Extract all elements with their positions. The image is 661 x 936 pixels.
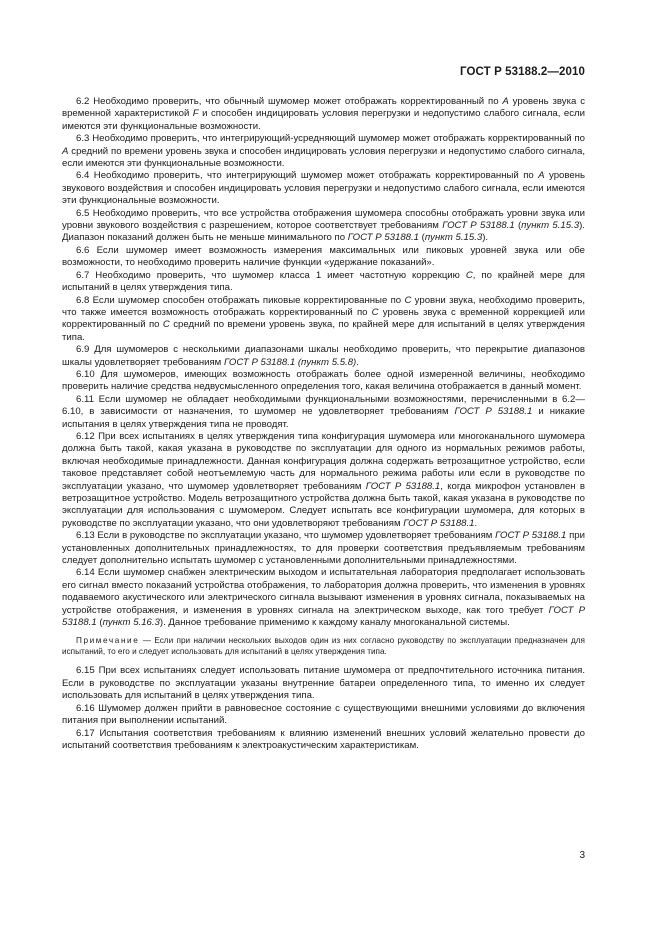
text-run: (: [514, 220, 522, 232]
clause-6-11: [62, 394, 585, 431]
text-run: 6.11 Если шумомер не обладает необходимыми функциональными возможностями, перечисленными в 6.2—6.10, в зависимости от назначения, то шумомер не удовлетворяет требованиям: [62, 393, 585, 418]
clause-6-12: [62, 431, 585, 530]
text-run: уровень звукового воздействия и способен индицировать условия перегрузки и недопустимо слабого сигнала, если имеются эти функциональные возможности.: [62, 170, 585, 207]
italic-reference: ГОСТ Р 53188.1: [403, 517, 475, 529]
italic-reference: А: [62, 145, 69, 157]
clause-6-13: [62, 530, 585, 567]
paragraph-list-after-note: [62, 665, 585, 752]
text-run: (: [419, 232, 425, 244]
text-run: ). Диапазон показаний должен быть не меньше минимального по: [62, 220, 585, 244]
italic-reference: ГОСТ Р 53188.1: [62, 604, 585, 629]
clause-6-10: [62, 369, 585, 394]
page-number: 3: [579, 850, 585, 861]
text-run: 6.7 Необходимо проверить, что шумомер класса 1 имеет частотную коррекцию: [76, 269, 466, 281]
clause-6-6: [62, 245, 585, 270]
text-run: 6.9 Для шумомеров с несколькими диапазонами шкалы необходимо проверить, что перекрытие диапазонов шкалы удовлетворяет требованиям: [62, 344, 585, 368]
note-label: Примечание: [76, 636, 140, 646]
text-run: средний по времени уровень звука, по крайней мере для испытаний в целях утверждения типа.: [62, 319, 586, 343]
text-run: уровень звука с временной коррекцией или корректированный по: [62, 306, 586, 331]
text-run: 6.14 Если шумомер снабжен электрическим выходом и испытательная лаборатория предполагает использовать его сигнал вместо показаний устройства отображения, то лаборатория должна проверить, что изменения в уровнях подаваемого акустического или электрического сигнала вызывают изменения в уровнях сигнала, показываемых на устройстве отображения, и изменения в уровнях сигнала на электрическом выходе, как того требует: [62, 567, 585, 616]
italic-reference: F: [192, 108, 199, 120]
text-run: уровни звука, необходимо проверить, что также имеется возможность отображать корректированный по: [62, 294, 585, 318]
italic-reference: С: [465, 269, 473, 281]
clause-6-7: [62, 270, 585, 295]
clause-6-17: [62, 728, 585, 753]
clause-6-14: [62, 567, 585, 629]
text-run: 6.16 Шумомер должен прийти в равновесное состояние с существующими внешними условиями до включения питания при выполнении испытаний.: [62, 702, 585, 727]
text-run: 6.8 Если шумомер способен отображать пиковые корректированные по: [76, 294, 405, 306]
text-run: 6.2 Необходимо проверить, что обычный шумомер может отображать корректированный по: [76, 96, 503, 107]
clause-6-16: [62, 703, 585, 728]
text-run: .: [474, 517, 478, 529]
italic-reference: ГОСТ Р 53188.1: [442, 220, 515, 232]
clause-6-9: [62, 344, 585, 369]
text-run: ). Данное требование применимо к каждому каналу многоканальной системы.: [159, 617, 510, 629]
italic-reference: А: [538, 170, 545, 182]
clause-6-4: [62, 170, 585, 207]
text-run: , когда микрофон установлен в ветрозащитное устройство. Модель ветрозащитного устройства должна быть такой, какая указана в руководстве по эксплуатации для использования с шумомером. Следует испытать все конфигурации шумомера, для которых в руководстве по эксплуатации указано, что они удовлетворяют требованиям: [62, 480, 585, 529]
italic-reference: ГОСТ Р 53188.1: [347, 232, 420, 244]
clause-6-3: [62, 133, 585, 170]
document-body: [62, 96, 585, 752]
clause-6-5: [62, 208, 585, 245]
text-run: 6.6 Если шумомер имеет возможность измерения максимальных или пиковых уровней звука или обе возможности, то необходимо проверить наличие функции «удержание показаний».: [62, 244, 585, 269]
clause-6-2: [62, 96, 585, 133]
text-run: при установленных дополнительных принадлежностях, то для проверки соответствия предъявляемым требованиям следует дополнительно испытать шумомер с установленными дополнительными принадлежностями.: [62, 530, 585, 567]
text-run: уровень звука с временной характеристикой: [62, 96, 585, 120]
italic-reference: С: [371, 306, 379, 318]
italic-reference: ГОСТ Р 53188.1: [495, 530, 567, 542]
text-run: 6.10 Для шумомеров, имеющих возможность отображать более одной измеренной величины, необходимо проверить наличие средства недвусмысленного определения того, какая величина отображается в данный момент.: [62, 368, 585, 393]
text-run: 6.13 Если в руководстве по эксплуатации указано, что шумомер удовлетворяет требованиям: [76, 530, 496, 542]
text-run: средний по времени уровень звука и способен индицировать условия перегрузки и недопустимо слабого сигнала, если имеются эти функциональные возможности.: [62, 145, 585, 170]
text-run: , по крайней мере для испытаний в целях утверждения типа.: [62, 269, 585, 294]
document-code: ГОСТ Р 53188.2—2010: [460, 66, 585, 78]
clause-6-15: [62, 665, 585, 702]
text-run: 6.3 Необходимо проверить, что интегрирующий-усредняющий шумомер может отображать корректированный по: [76, 133, 585, 145]
italic-reference: пункт 5.16.3: [102, 617, 160, 629]
italic-reference: пункт 5.15.3: [521, 220, 580, 232]
text-run: 6.12 При всех испытаниях в целях утверждения типа конфигурация шумомера или многоканального шумомера должна быть такой, какая указана в руководстве по эксплуатации для одного из нормальных режимов работы, включая необходимые принадлежности. Данная конфигурация должна содержать ветрозащитное устройство, если таковое представляет собой неотъемлемую часть для нормального режима работы или если в руководстве по эксплуатации указано, что шумомер удовлетворяет требованиям: [62, 430, 585, 492]
italic-reference: ГОСТ Р 53188.1 (пункт 5.5.8): [223, 356, 357, 368]
text-run: .: [356, 356, 359, 368]
text-run: и никакие испытания в целях утверждения типа не проводят.: [62, 406, 585, 430]
paragraph-list: [62, 96, 585, 629]
text-run: (: [96, 617, 103, 629]
text-run: 6.4 Необходимо проверить, что интегрирующий шумомер может отображать корректированный по: [76, 170, 539, 182]
note-text: — Если при наличии нескольких выходов один из них согласно руководству по эксплуатации предназначен для испытаний, то его и следует использовать для испытаний в целях утверждения типа.: [62, 636, 585, 657]
italic-reference: ГОСТ Р 53188.1: [454, 406, 533, 418]
italic-reference: А: [502, 96, 509, 107]
italic-reference: С: [162, 319, 170, 331]
text-run: 6.17 Испытания соответствия требованиям к влиянию изменений внешних условий желательно провести до испытаний соответствия требованиям к электроакустическим характеристикам.: [62, 727, 585, 751]
text-run: 6.5 Необходимо проверить, что все устройства отображения шумомера способны отображать уровни звука или уровни звукового воздействия с разрешением, которое соответствует требованиям: [62, 207, 585, 232]
text-run: ).: [482, 232, 489, 244]
italic-reference: пункт 5.15.3: [424, 232, 483, 244]
italic-reference: С: [404, 294, 412, 306]
text-run: 6.15 При всех испытаниях следует использовать питание шумомера от предпочтительного источника питания. Если в руководстве по эксплуатации указаны внутренние батареи определенного типа, то именно их следует использовать для испытаний в целях утверждения типа.: [62, 665, 585, 702]
clause-6-8: [62, 295, 585, 345]
italic-reference: ГОСТ Р 53188.1: [365, 480, 441, 492]
text-run: и способен индицировать условия перегрузки и недопустимо слабого сигнала, если имеются эти функциональные возможности.: [62, 108, 585, 132]
note-paragraph: [62, 635, 585, 657]
